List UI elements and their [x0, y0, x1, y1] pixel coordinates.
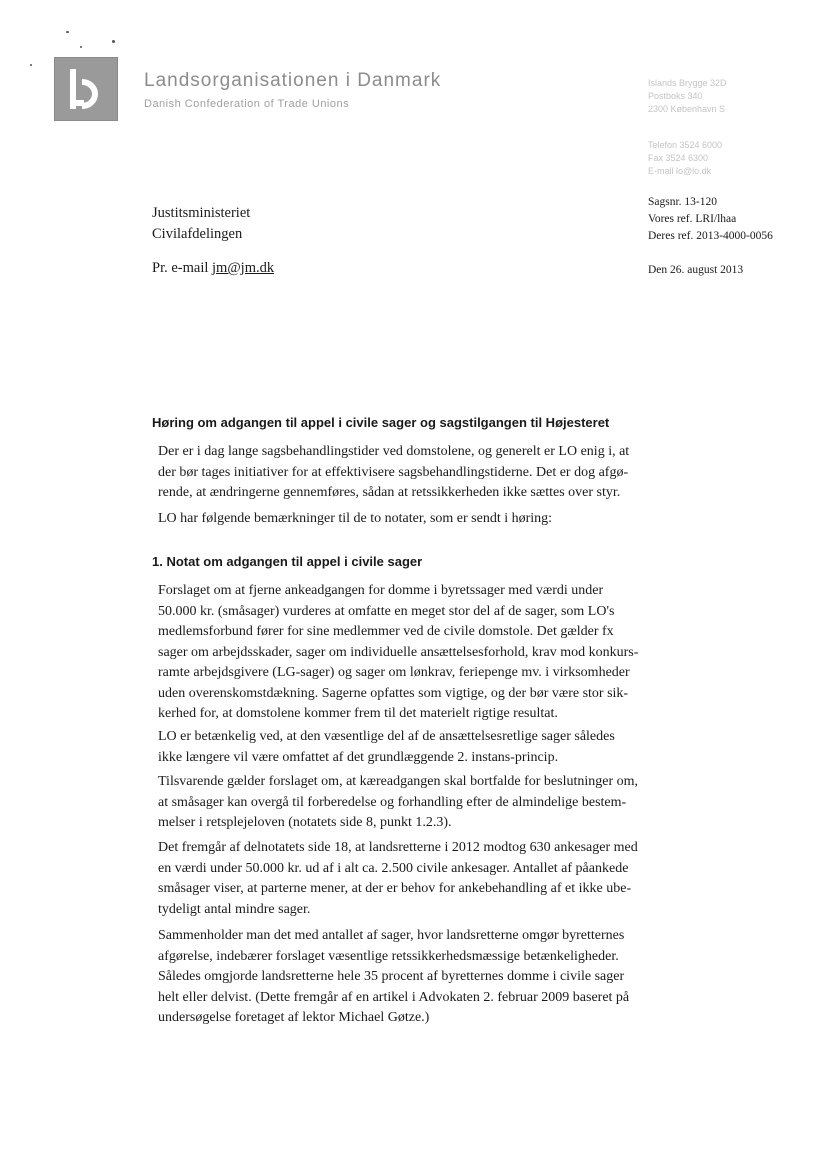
text-line: undersøgelse foretaget af lektor Michael Gøtze.) — [158, 1010, 430, 1025]
organisation-subtitle: Danish Confederation of Trade Unions — [144, 98, 350, 110]
your-reference: Deres ref. 2013-4000-0056 — [648, 230, 773, 242]
phone-line: Telefon 3524 6000 — [648, 140, 723, 150]
scan-speck — [80, 46, 82, 48]
scan-speck — [66, 31, 69, 33]
text-line: sager om arbejdsskader, sager om individuelle ansættelsesforhold, krav mod konkurs- — [158, 644, 639, 660]
scan-speck — [30, 64, 32, 66]
text-line: tydeligt antal mindre sager. — [158, 901, 311, 917]
our-reference: Vores ref. LRI/lhaa — [648, 213, 737, 225]
text-line: Tilsvarende gælder forslaget om, at kæreadgangen skal bortfalde for beslutninger om, — [158, 774, 639, 789]
letter-title: Høring om adgangen til appel i civile sager og sagstilgangen til Højesteret — [152, 415, 610, 430]
recipient-line: Justitsministeriet — [152, 205, 251, 221]
text-line: medlemsforbund fører for sine medlemmer ved de civile domstole. Det gælder fx — [158, 624, 614, 639]
section-paragraph — [158, 926, 698, 1029]
letter-date: Den 26. august 2013 — [648, 264, 744, 276]
section-paragraph — [158, 838, 698, 920]
case-number: Sagsnr. 13-120 — [648, 196, 717, 208]
address-line: Postboks 340 — [648, 91, 703, 101]
section-paragraph — [158, 772, 698, 834]
reference-block — [648, 194, 773, 245]
recipient-line: Civilafdelingen — [152, 226, 243, 242]
text-line: Der er i dag lange sagsbehandlingstider ved domstolene, og generelt er LO enig i, at — [158, 444, 630, 459]
lo-logo — [55, 58, 117, 120]
address-block — [648, 77, 727, 116]
text-line: at småsager kan overgå til forberedelse og forhandling efter de almindelige bestem- — [158, 794, 627, 810]
section-paragraph — [158, 581, 698, 725]
text-line: småsager viser, at parterne mener, at der er behov for ankebehandling af et ikke ube- — [158, 881, 632, 896]
delivery-prefix: Pr. e-mail — [152, 260, 213, 276]
address-line: 2300 København S — [648, 104, 726, 114]
recipient-block — [152, 203, 250, 245]
fax-line: Fax 3524 6300 — [648, 153, 709, 163]
text-line: afgørelse, indebærer forslaget væsentlige retssikkerhedsmæssige betænkeligheder. — [158, 948, 619, 964]
text-line: ramte arbejdsgivere (LG-sager) og sager om lønkrav, feriepenge mv. i virksomheder — [158, 665, 630, 680]
organisation-name: Landsorganisationen i Danmark — [144, 70, 442, 91]
section-paragraph — [158, 727, 698, 768]
lo-logo-icon — [55, 58, 117, 120]
text-line: melser i retsplejeloven (notatets side 8, punkt 1.2.3). — [158, 815, 452, 830]
text-line: LO har følgende bemærkninger til de to notater, som er sendt i høring: — [158, 511, 553, 526]
scan-speck — [112, 40, 115, 43]
text-line: 50.000 kr. (småsager) vurderes at omfatte en meget stor del af de sager, som LO's — [158, 603, 615, 619]
text-line: kerhed for, at domstolene kommer frem til det materielt rigtige resultat. — [158, 706, 558, 721]
text-line: der bør tages initiativer for at effektivisere sagsbehandlingstiderne. Det er dog afgø- — [158, 464, 629, 480]
text-line: ikke længere vil være omfattet af det grundlæggende 2. instans-princip. — [158, 749, 559, 765]
section-heading: 1. Notat om adgangen til appel i civile sager — [152, 554, 423, 569]
text-line: rende, at ændringerne gennemføres, sådan at retssikkerheden ikke sættes over styr. — [158, 485, 621, 500]
text-line: Forslaget om at fjerne ankeadgangen for domme i byretssager med værdi under — [158, 583, 604, 598]
text-line: helt eller delvist. (Dette fremgår af en artikel i Advokaten 2. februar 2009 baseret på — [158, 989, 630, 1005]
contact-block — [648, 139, 722, 178]
recipient-email-link[interactable]: jm@jm.dk — [212, 260, 275, 276]
text-line: LO er betænkelig ved, at den væsentlige del af de ansættelsesretlige sager således — [158, 729, 615, 744]
text-line: Således omgjorde landsretterne hele 35 procent af byretternes domme i civile sager — [158, 969, 625, 984]
text-line: Det fremgår af delnotatets side 18, at landsretterne i 2012 modtog 630 ankesager med — [158, 840, 638, 855]
text-line: uden overenskomstdækning. Sagerne opfattes som vigtige, og der bør være stor sik- — [158, 685, 629, 701]
intro-paragraph — [158, 442, 698, 504]
intro-paragraph — [158, 509, 698, 530]
address-line: Islands Brygge 32D — [648, 78, 727, 88]
text-line: Sammenholder man det med antallet af sager, hvor landsretterne omgør byretternes — [158, 928, 625, 943]
text-line: en værdi under 50.000 kr. ud af i alt ca. 2.500 civile ankesager. Antallet af påankede — [158, 860, 629, 876]
email-contact-line: E-mail lo@lo.dk — [648, 166, 712, 176]
delivery-line — [152, 260, 274, 277]
